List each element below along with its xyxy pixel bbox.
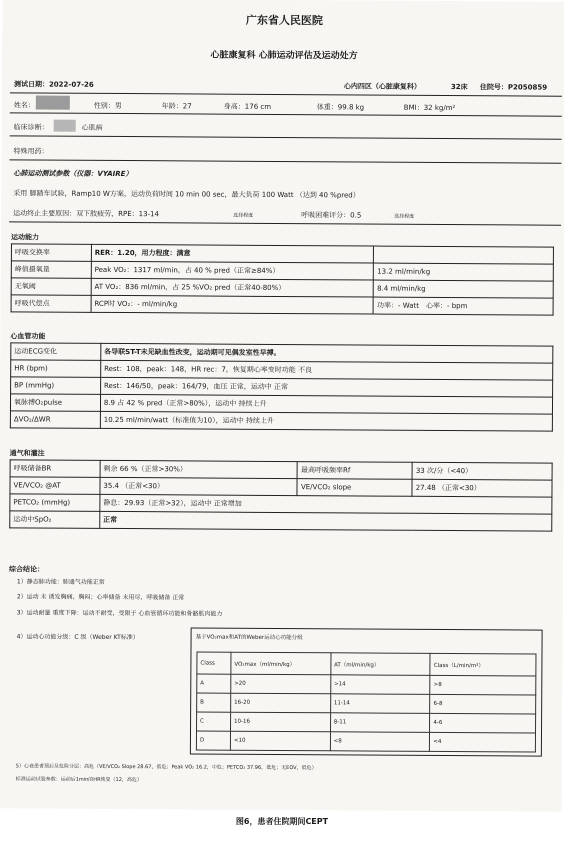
summary-item-2: 2）运动 未 诱发胸痛、胸闷；心率储备 未用尽，呼吸储备 正常 [16,593,185,602]
patient-rule [10,112,562,116]
rpe-scale-note: 选择程度 [233,212,254,219]
params-rule [9,221,561,225]
ci-cell: >8 [430,675,536,695]
meds-rule [9,159,561,163]
row-label: HR (bpm) [11,360,101,378]
summary-item-1: 1）静态肺功能：肺通气功能正常 [16,578,105,586]
row-label: 呼吸代偿点 [11,295,91,312]
row-label: 运动中SpO₂ [10,511,100,529]
row-value: 静息：29.93（正常>32），运动中 正常增加 [100,494,552,514]
row-value-extra [374,246,554,264]
table-row [197,693,536,714]
row-value: Peak VO₂：1317 ml/min，占 40 % pred（正常≥84%） [91,261,374,280]
table-row [197,712,536,733]
table-row [196,731,535,752]
row-label: 氧脉搏O₂pulse [10,394,100,412]
summary-item-6: 标准运动试验参数：运动后1min的HR恢复（12，高危） [15,776,142,784]
weber-title: 基于VO₂max和AT的Weber运动心功能分级 [195,634,303,642]
row-value: 10.25 ml/min/watt（标准值为10），运动中 持续上升 [100,411,552,431]
row-value: 8.9 占 42 % pred（正常>80%），运动中 持续上升 [100,394,552,414]
row-value-extra: 13.2 ml/min/kg [374,263,554,281]
test-date: 测试日期：2022-07-26 [13,80,94,89]
row-value: Rest：108，peak：148，HR rec：7，恢复期心率变时功能 不良 [101,360,553,380]
table-row [197,674,536,695]
hospital-name: 广东省人民医院 [245,13,323,28]
patient-weight: 体重：99.8 kg [316,103,365,112]
row-label-2: 最高呼吸频率Rf [298,462,413,480]
at-cell: <8 [330,732,430,752]
vo2-cell: >20 [231,674,331,694]
vo2-cell: <10 [230,731,330,751]
class-cell: C [197,712,231,731]
table-row [11,295,553,315]
patient-bmi: BMI：32 kg/m² [403,103,456,113]
diagnosis-value: 心肌病 [81,123,103,132]
class-cell: A [197,674,231,693]
summary-item-3: 3）运动耐量 重度下降：运动不耐受，受限于 心血管循环功能和骨骼肌肉能力 [16,609,223,618]
at-cell: 8-11 [330,713,430,733]
row-label: 呼吸储备BR [10,460,100,478]
bed-number: 32床 [450,83,468,92]
row-label-2: VE/VCO₂ slope [297,479,412,497]
row-value-2: 27.48 （正常<30） [412,479,552,497]
cardio-title: 心血管功能 [10,332,46,341]
summary-title: 综合结论： [8,565,45,574]
header-rule [10,92,562,97]
row-label: 呼吸交换率 [11,244,91,261]
stop-reason: 运动终止主要原因：双下肢疲劳，RPE：13-14 [13,209,160,219]
department: 心内四区（心脏康复科） [343,82,421,91]
patient-sex: 性别：男 [93,101,122,111]
class-cell: B [197,693,231,712]
at-cell: 11-14 [330,694,430,714]
row-value: 剩余 66 %（正常>30%） [100,460,298,478]
patient-age: 年龄：27 [161,102,192,111]
ci-cell: <4 [430,732,536,752]
row-label: VE/VCO₂ @AT [10,477,100,495]
row-label: BP (mmHg) [11,377,101,395]
weber-table [196,651,537,752]
dyspnea-score: 呼吸困难评分：0.5 [301,211,362,220]
class-cell: D [196,731,230,750]
row-value-extra: 8.4 ml/min/kg [374,280,554,298]
patient-height: 身高：176 cm [223,102,272,111]
cardio-table [10,342,554,431]
report-subtitle: 心脏康复科 心肺运动评估及运动处方 [210,50,358,62]
row-value: RCP时 VO₂：- ml/min/kg [91,295,374,314]
row-label: ΔVO₂/ΔWR [10,411,100,429]
figure-caption: 图6，患者住院期间CEPT [235,817,329,826]
at-cell: >14 [330,675,430,695]
summary-item-5: 5）心衰患者预后及危险分层：高危（VE/VCO₂ Slope 28.67，低危；Peak VO₂ 16.2，中危；PETCO₂ 37.96，低危；无EOV，低危） [15,763,317,772]
table-header-row [197,652,536,676]
row-value: RER：1.20，用力程度：满意 [91,244,374,263]
admission-number: 住院号：P2050859 [479,83,548,92]
diagnosis-label: 临床诊断： [13,123,49,132]
dyspnea-scale-note: 选择程度 [394,213,415,220]
row-label: 运动ECG变化 [11,343,101,361]
row-value-extra: 功率：- Watt 心率：- bpm [373,297,553,315]
row-value-2: 33 次/分（<40） [412,462,552,480]
header-cell: AT（ml/min/kg） [331,653,431,676]
summary-item-4: 4）运动心功能分级：C 级（Weber KT标准） [16,633,139,642]
exercise-title: 运动能力 [10,233,40,242]
header-cell: Class（L/min/m²） [430,653,536,676]
name-redaction [36,95,70,109]
row-value: 35.4 （正常<30） [100,477,298,495]
ci-cell: 6-8 [430,694,536,714]
patient-name-label: 姓名： [13,101,35,110]
row-value: 各导联ST-T未见缺血性改变，运动期可见偶发室性早搏。 [101,343,553,363]
params-line1: 采用 脚踏车试验，Ramp10 W方案，运动负荷时间 10 min 00 sec，最大负荷 100 Watt （达到 40 %pred） [13,189,360,200]
row-value: 正常 [100,511,552,531]
diagnosis-redaction [54,120,76,132]
diagnosis-rule [10,135,562,139]
header-cell: VO₂max（ml/min/kg） [231,652,331,675]
header-cell: Class [197,652,231,674]
row-label: 峰值摄氧量 [11,261,91,278]
row-label: 无氧阈 [11,278,91,295]
ventilation-table [9,459,552,531]
ventilation-title: 通气和灌注 [9,449,45,458]
exercise-table [11,243,554,315]
row-label: PETCO₂ (mmHg) [10,494,100,512]
table-row [10,411,552,431]
vo2-cell: 10-16 [230,712,330,732]
row-value: AT VO₂：836 ml/min，占 25 %VO₂ pred（正常40-80%） [91,278,374,297]
params-title: 心肺运动测试参数（仪器：VYAIRE） [13,169,133,179]
row-value: Rest：146/50，peak：164/79，血压 正常，运动中 正常 [100,377,552,397]
special-meds-label: 特殊用药： [13,147,49,156]
ci-cell: 4-6 [430,713,536,733]
vo2-cell: 16-20 [231,693,331,713]
table-row [10,511,552,531]
